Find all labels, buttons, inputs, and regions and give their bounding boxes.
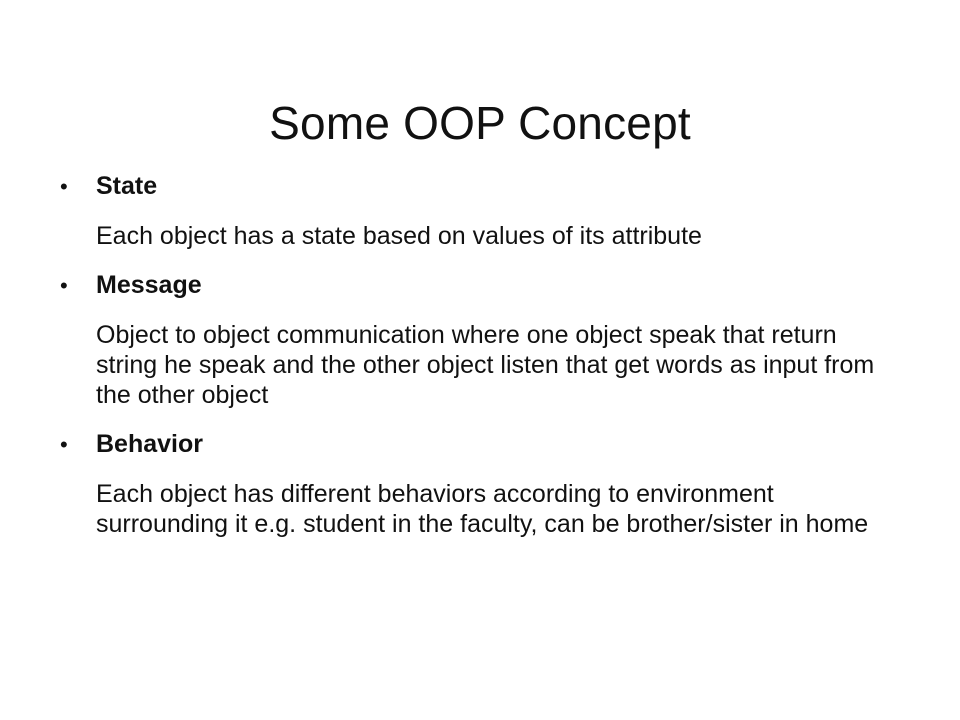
bullet-icon: •: [60, 174, 68, 199]
list-item-behavior: [60, 428, 900, 539]
bullet-icon: •: [60, 273, 68, 298]
term-row: [60, 170, 900, 203]
slide-title: Some OOP Concept: [269, 96, 691, 149]
term-label: Behavior: [96, 430, 203, 458]
term-description: Object to object communication where one object speak that return string he speak and the other object listen that get words as input from the other object: [96, 321, 875, 409]
bullet-list: [60, 170, 900, 557]
term-description: Each object has different behaviors according to environment surrounding it e.g. student in the faculty, can be brother/sister in home: [96, 480, 869, 538]
term-row: [60, 269, 900, 302]
term-row: [60, 428, 900, 461]
bullet-icon: •: [60, 432, 68, 457]
term-description: Each object has a state based on values of its attribute: [96, 222, 702, 250]
list-item-message: [60, 269, 900, 410]
list-item-state: [60, 170, 900, 251]
term-label: State: [96, 172, 158, 200]
term-label: Message: [96, 271, 202, 299]
